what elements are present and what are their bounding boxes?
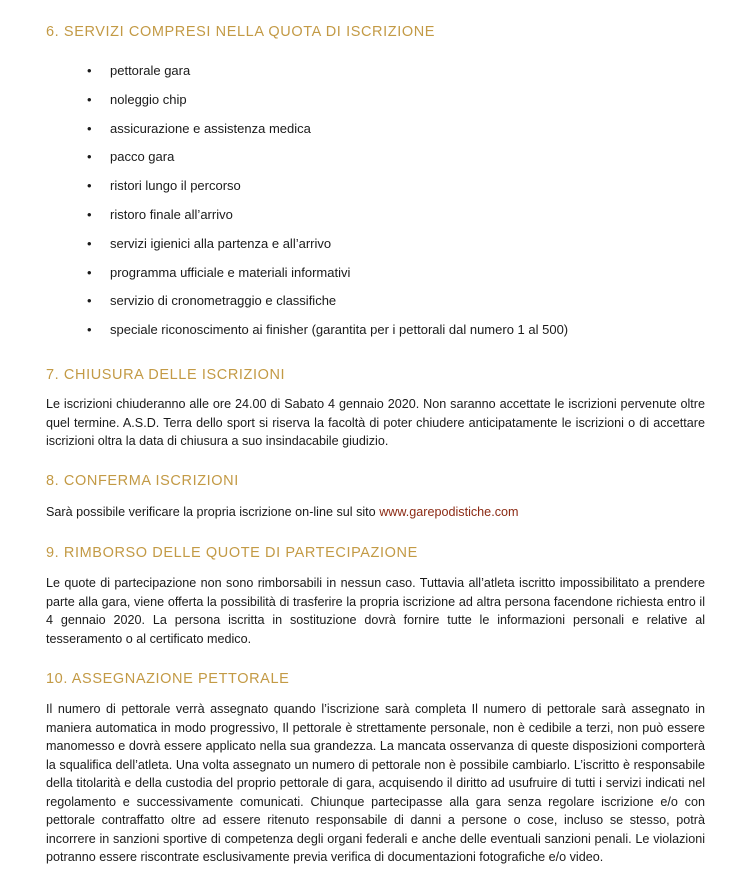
bullet-icon: • <box>87 91 92 107</box>
list-item-text: programma ufficiale e materiali informativi <box>110 264 351 280</box>
list-item-text: ristori lungo il percorso <box>110 178 241 194</box>
list-item-text: ristoro finale all’arrivo <box>110 206 233 222</box>
bullet-icon: • <box>87 178 92 194</box>
list-item-text: servizi igienici alla partenza e all’arrivo <box>110 235 332 251</box>
section-6-heading: 6. SERVIZI COMPRESI NELLA QUOTA DI ISCRIZIONE <box>46 24 436 40</box>
list-item-text: servizio di cronometraggio e classifiche <box>110 293 337 309</box>
section-10-heading: 10. ASSEGNAZIONE PETTORALE <box>46 671 290 687</box>
section-7-heading: 7. CHIUSURA DELLE ISCRIZIONI <box>46 367 286 383</box>
section-9-text: Le quote di partecipazione non sono rimborsabili in nessun caso. Tuttavia all’atleta iscritto impossibilitato a prendere parte alla gara, viene offerta la possibilità di trasferire la propria iscrizione ad altra persona facendone richiesta entro il 4 gennaio 2020. La persona iscritta in sostituzione dovrà fornire tutte le informazioni personali e relative al tesseramento o al certificato medico. <box>46 576 705 646</box>
list-item <box>0 205 568 234</box>
website-link[interactable]: www.garepodistiche.com <box>379 505 519 519</box>
section-8-text <box>46 503 705 522</box>
section-7-text: Le iscrizioni chiuderanno alle ore 24.00 di Sabato 4 gennaio 2020. Non saranno accettate le iscrizioni pervenute oltre quel termine. A.S.D. Terra dello sport si riserva la facoltà di poter chiudere anticipatamente le iscrizioni o di accettare iscrizioni oltra la data di chiusura a suo insindacabile giudizio. <box>46 397 705 448</box>
bullet-icon: • <box>87 63 92 78</box>
list-item-text: pettorale gara <box>110 63 191 78</box>
list-item <box>0 90 568 119</box>
bullet-icon: • <box>87 120 92 136</box>
section-8-heading: 8. CONFERMA ISCRIZIONI <box>46 473 239 489</box>
section-9-heading: 9. RIMBORSO DELLE QUOTE DI PARTECIPAZIONE <box>46 545 418 561</box>
list-item-text: assicurazione e assistenza medica <box>110 120 311 136</box>
list-item <box>0 119 568 148</box>
list-item <box>0 263 568 292</box>
section-8-body: Sarà possibile verificare la propria iscrizione on-line sul sito <box>46 505 380 519</box>
bullet-icon: • <box>87 293 92 309</box>
list-item-text: pacco gara <box>110 149 175 165</box>
list-item-text: speciale riconoscimento ai finisher (garantita per i pettorali dal numero 1 al 500) <box>110 322 569 338</box>
list-item <box>0 61 568 90</box>
list-item-text: noleggio chip <box>110 91 187 107</box>
bullet-icon: • <box>87 206 92 222</box>
services-list <box>0 61 568 349</box>
section-10-text: Il numero di pettorale verrà assegnato quando l’iscrizione sarà completa Il numero di pettorale sarà assegnato in maniera automatica in modo progressivo, Il pettorale è strettamente personale, non è cedibile a terzi, non può essere manomesso e dovrà essere applicato nella sua grandezza. La mancata osservanza di queste disposizioni comporterà la squalifica dell’atleta. Una volta assegnato un numero di pettorale non è possibile cambiarlo. L’iscritto è responsabile della titolarità e della custodia del proprio pettorale di gara, acquisendo il diritto ad usufruire di tutti i servizi indicati nel regolamento e successivamente comunicati. Chiunque partecipasse alla gara senza regolare iscrizione e/o con pettorale contraffatto oltre ad essere ritenuto responsabile di danni a persone o cose, incluso se stesso, potrà incorrere in sanzioni sportive di competenza degli organi federali e anche delle eventuali sanzioni penali. Le violazioni potranno essere riscontrate esclusivamente previa verifica di documentazioni fotografiche e/o video. <box>46 702 705 864</box>
list-item <box>0 291 568 320</box>
list-item <box>0 234 568 263</box>
bullet-icon: • <box>87 235 92 251</box>
bullet-icon: • <box>87 322 92 338</box>
list-item <box>0 320 568 349</box>
list-item <box>0 147 568 176</box>
bullet-icon: • <box>87 149 92 165</box>
list-item <box>0 176 568 205</box>
bullet-icon: • <box>87 264 92 280</box>
